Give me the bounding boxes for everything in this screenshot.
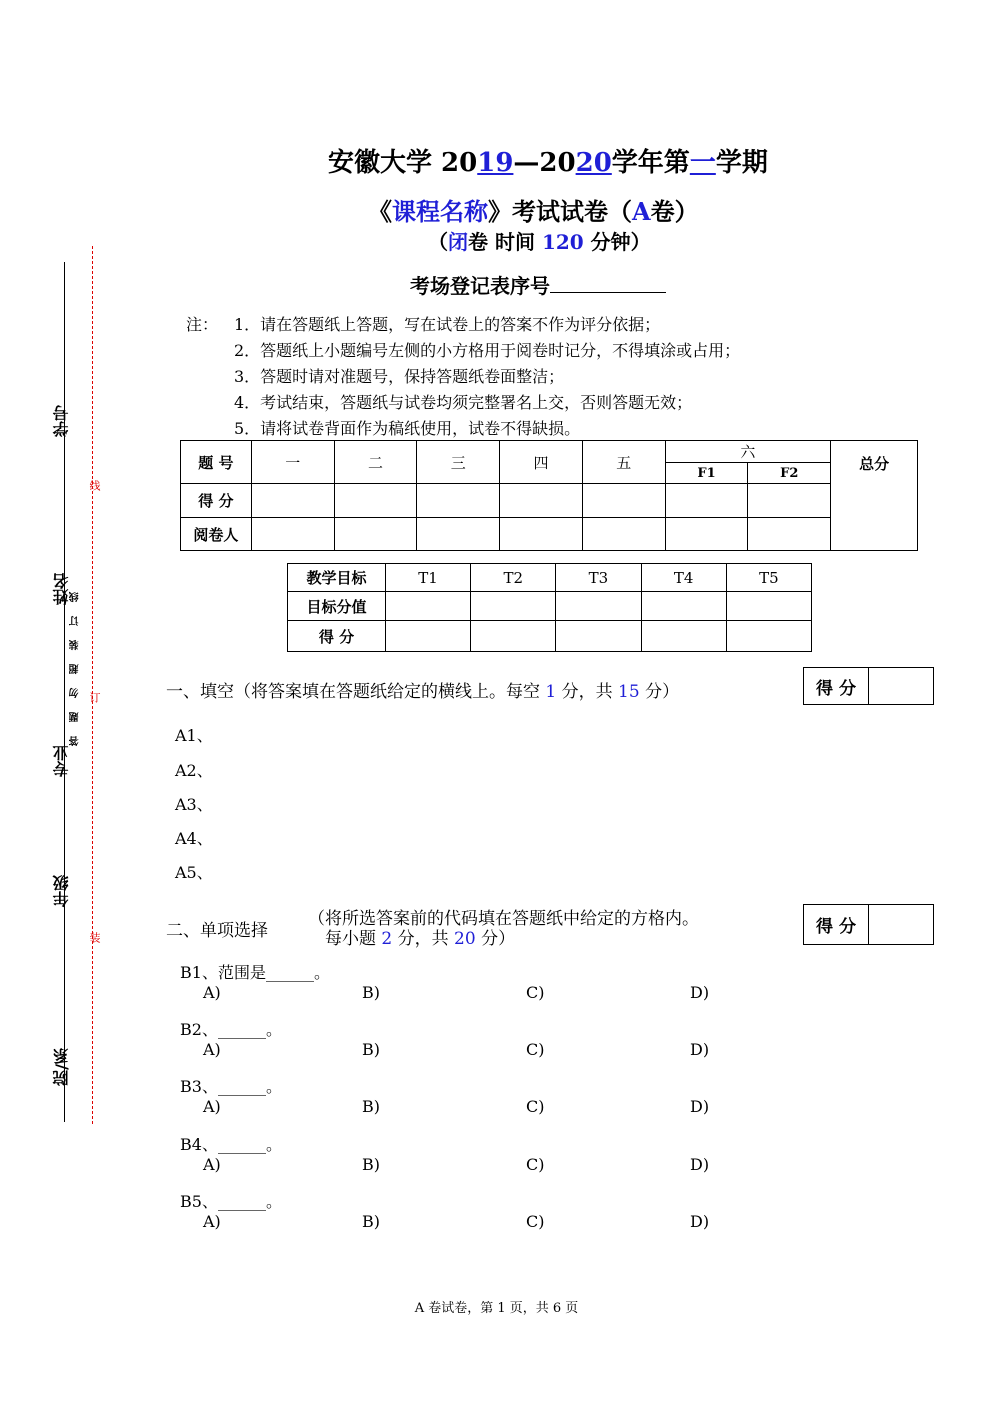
choice-option-b: B) xyxy=(362,1097,380,1116)
col-header-f1: F1 xyxy=(665,463,748,484)
term: 一 xyxy=(689,148,716,178)
choice-option-c: C) xyxy=(526,1097,545,1116)
goal-score-cell[interactable] xyxy=(726,621,811,652)
register-number: 考场登记表序号 xyxy=(410,270,666,299)
fill-item: A1、 xyxy=(175,726,213,745)
target-cell[interactable] xyxy=(471,592,556,621)
choice-option-d: D) xyxy=(690,1155,710,1174)
score-cell[interactable] xyxy=(417,484,500,518)
choice-option-c: C) xyxy=(526,1040,545,1059)
note-item: 3．答题时请对准题号，保持答题纸卷面整洁； xyxy=(234,367,565,386)
score-cell[interactable] xyxy=(582,484,665,518)
grader-cell[interactable] xyxy=(251,518,334,551)
grader-cell[interactable] xyxy=(500,518,583,551)
name-label: 姓名 xyxy=(52,573,71,605)
target-cell[interactable] xyxy=(556,592,641,621)
choice-option-c: C) xyxy=(526,983,545,1002)
score-row-label: 得 分 xyxy=(181,484,252,518)
paper-type: A xyxy=(632,197,651,226)
goal-col: T3 xyxy=(556,564,641,592)
choice-option-a: A) xyxy=(203,1097,221,1116)
col-header: 五 xyxy=(582,441,665,484)
note-item: 1．请在答题纸上答题，写在试卷上的答案不作为评分依据； xyxy=(234,315,661,334)
grader-cell[interactable] xyxy=(748,518,831,551)
col-header-f2: F2 xyxy=(748,463,831,484)
line-mark: 线 xyxy=(88,480,101,491)
year-start: 19 xyxy=(477,148,514,178)
exam-title: 《课程名称》考试试卷（A卷） xyxy=(368,197,699,226)
grader-cell[interactable] xyxy=(417,518,500,551)
binding-line-black xyxy=(64,262,65,1122)
zhuang-mark: 装 xyxy=(88,932,101,943)
choice-option-d: D) xyxy=(690,983,710,1002)
col-header-six: 六 xyxy=(665,441,831,463)
university-title: 安徽大学 2019—2020学年第一学期 xyxy=(328,148,768,178)
binding-line-red-dashed xyxy=(92,246,93,1124)
notes: 注： 1．请在答题纸上答题，写在试卷上的答案不作为评分依据； 2．答题纸上小题编号左侧的小方格用于阅卷时记分，不得填涂或占用； 3．答题时请对准题号，保持答题纸卷面整洁； 4．考试结束，答题纸与试卷均须完整署名上交，否则答题无效； 5．请将试卷背面作为稿纸使用，试卷不得缺损。 xyxy=(186,315,741,438)
goal-score-cell[interactable] xyxy=(556,621,641,652)
choice-stem: B4、______。 xyxy=(180,1135,282,1154)
goal-header: 教学目标 xyxy=(288,564,386,592)
section2-score-box xyxy=(803,904,934,945)
section2-score-label: 得 分 xyxy=(804,905,869,945)
student-id-label: 学号 xyxy=(52,405,71,437)
fill-item: A5、 xyxy=(175,863,213,882)
grader-cell[interactable] xyxy=(665,518,748,551)
section1-score-box xyxy=(803,667,934,705)
ding-mark: 订 xyxy=(88,692,101,703)
choice-option-a: A) xyxy=(203,1155,221,1174)
exam-mode: 闭 xyxy=(448,230,468,254)
section1-score-label: 得 分 xyxy=(804,668,869,705)
choice-option-a: A) xyxy=(203,1212,221,1231)
exam-info: （闭卷 时间 120 分钟） xyxy=(428,230,651,254)
choice-option-b: B) xyxy=(362,1212,380,1231)
target-cell[interactable] xyxy=(641,592,726,621)
choice-option-b: B) xyxy=(362,1040,380,1059)
goal-col: T1 xyxy=(385,564,470,592)
choice-option-b: B) xyxy=(362,1155,380,1174)
register-number-blank[interactable] xyxy=(550,272,666,293)
goal-table xyxy=(287,563,812,652)
col-header: 四 xyxy=(500,441,583,484)
note-item: 5．请将试卷背面作为稿纸使用，试卷不得缺损。 xyxy=(234,419,581,438)
section1-score-cell[interactable] xyxy=(869,668,934,705)
score-cell[interactable] xyxy=(748,484,831,518)
fill-item: A3、 xyxy=(175,795,213,814)
col-header: 一 xyxy=(251,441,334,484)
choice-option-a: A) xyxy=(203,1040,221,1059)
target-row-label: 目标分值 xyxy=(288,592,386,621)
exam-time: 120 xyxy=(541,230,584,254)
section2-score-cell[interactable] xyxy=(869,905,934,945)
score-cell[interactable] xyxy=(334,484,417,518)
grader-cell[interactable] xyxy=(334,518,417,551)
choice-option-d: D) xyxy=(690,1212,710,1231)
choice-stem: B2、______。 xyxy=(180,1020,282,1039)
score-table xyxy=(180,440,918,551)
grader-cell[interactable] xyxy=(582,518,665,551)
choice-option-c: C) xyxy=(526,1212,545,1231)
goal-score-cell[interactable] xyxy=(641,621,726,652)
target-cell[interactable] xyxy=(385,592,470,621)
page-footer: A 卷试卷，第 1 页，共 6 页 xyxy=(414,1301,579,1316)
col-header: 三 xyxy=(417,441,500,484)
choice-stem: B5、______。 xyxy=(180,1192,282,1211)
total-header: 总分 xyxy=(831,441,918,551)
goal-col: T4 xyxy=(641,564,726,592)
choice-option-d: D) xyxy=(690,1040,710,1059)
fill-item: A4、 xyxy=(175,829,213,848)
row-header: 题 号 xyxy=(181,441,252,484)
goal-col: T2 xyxy=(471,564,556,592)
major-label: 专业 xyxy=(52,745,71,777)
binding-warning: 答题勿超装订线 xyxy=(70,578,81,746)
score-cell[interactable] xyxy=(665,484,748,518)
choice-option-a: A) xyxy=(203,983,221,1002)
choice-option-d: D) xyxy=(690,1097,710,1116)
goal-score-cell[interactable] xyxy=(471,621,556,652)
choice-stem: B1、范围是______。 xyxy=(180,963,330,982)
note-item: 2．答题纸上小题编号左侧的小方格用于阅卷时记分，不得填涂或占用； xyxy=(234,341,741,360)
grade-label: 年级 xyxy=(52,875,71,907)
target-cell[interactable] xyxy=(726,592,811,621)
goal-score-cell[interactable] xyxy=(385,621,470,652)
section2-note-line2: 每小题 2 分，共 20 分） xyxy=(325,929,516,949)
goal-score-row-label: 得 分 xyxy=(288,621,386,652)
score-cell[interactable] xyxy=(251,484,334,518)
year-end: 20 xyxy=(575,148,612,178)
choice-stem: B3、______。 xyxy=(180,1077,282,1096)
section2-note-line1: （将所选答案前的代码填在答题纸中给定的方格内。 xyxy=(308,909,699,929)
section2-title: 二、单项选择 xyxy=(166,921,268,941)
grader-row-label: 阅卷人 xyxy=(181,518,252,551)
section1-title: 一、填空（将答案填在答题纸给定的横线上。每空 1 分，共 15 分） xyxy=(166,682,680,702)
choice-option-b: B) xyxy=(362,983,380,1002)
score-cell[interactable] xyxy=(500,484,583,518)
dept-label: 院/系 xyxy=(52,1048,71,1086)
note-item: 4．考试结束，答题纸与试卷均须完整署名上交，否则答题无效； xyxy=(234,393,693,412)
choice-option-c: C) xyxy=(526,1155,545,1174)
course-name: 课程名称 xyxy=(392,197,488,226)
col-header: 二 xyxy=(334,441,417,484)
goal-col: T5 xyxy=(726,564,811,592)
fill-item: A2、 xyxy=(175,761,213,780)
